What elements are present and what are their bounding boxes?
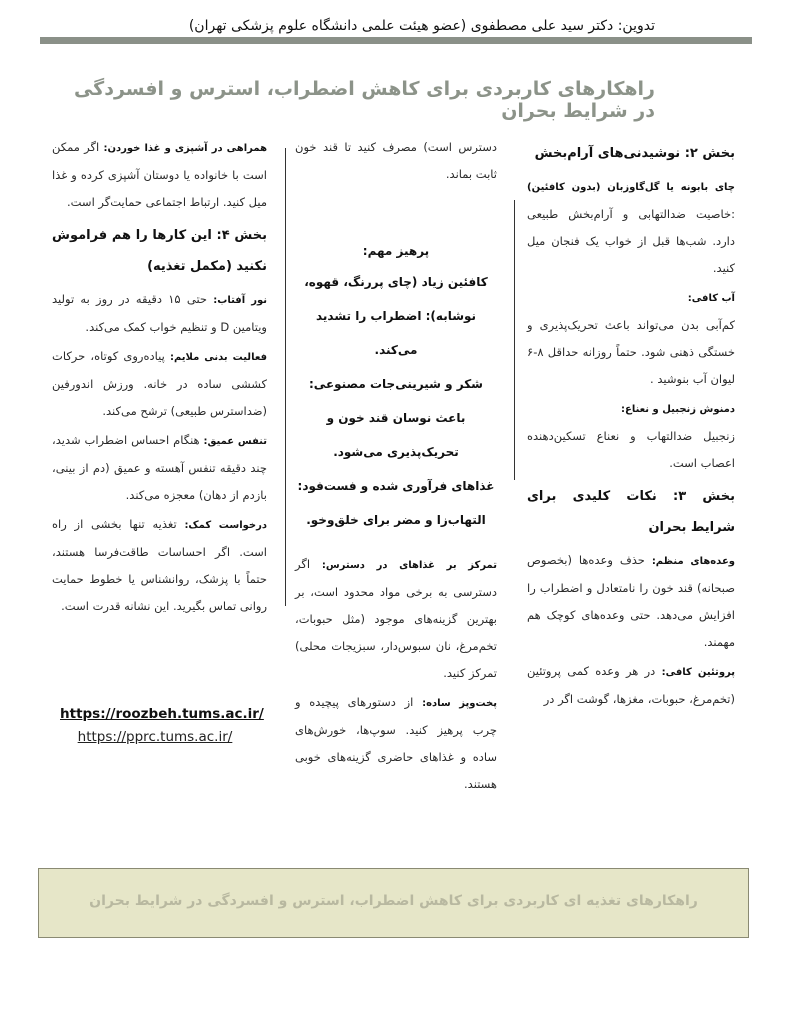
body-text: زنجبیل ضدالتهاب و نعناع تسکین‌دهنده اعصاب است. [527,429,735,470]
column-left [52,134,267,622]
page-title: راهکارهای کاربردی برای کاهش اضطراب، استرس و افسردگی در شرایط بحران [73,78,655,122]
body-text: اگر ممکن است با خانواده یا دوستان آشپزی کرده و غذا میل کنید. ارتباط اجتماعی حمایت‌گر است. [52,140,267,209]
warning-item: کافئین زیاد (چای پررنگ، قهوه، نوشابه): اضطراب را تشدید می‌کند. [304,275,488,357]
column-right [527,134,735,715]
links-block [60,703,264,749]
body-text: تغذیه تنها بخشی از راه است. اگر احساسات طاقت‌فرسا هستند، حتماً با پزشک، روانشناس یا خطوط حمایت روانی تماس بگیرید. این نشانه قدرت است. [52,517,267,613]
term: همراهی در آشپزی و غذا خوردن: [103,143,268,154]
paragraph [527,547,735,656]
section-heading: بخش ۴: این کارها را هم فراموش نکنید (مکمل تغذیه) [52,228,268,274]
header-rule [40,37,752,44]
paragraph [52,343,267,425]
paragraph: دسترس است) مصرف کنید تا قند خون ثابت بماند. [295,140,497,181]
paragraph [295,689,497,798]
body-text: در هر وعده کمی پروتئین (تخم‌مرغ، حبوبات، مغزها، گوشت اگر در [527,664,735,706]
body-text: پیاده‌روی کوتاه، حرکات کششی ساده در خانه. ورزش اندورفین (ضداسترس طبیعی) ترشح می‌کند. [52,349,267,418]
paragraph [295,551,497,687]
paragraph [527,173,735,282]
body-text: حذف وعده‌ها (بخصوص صبحانه) قند خون را نامتعادل و اضطراب را افزایش می‌دهد. حتی وعده‌های کوچک هم مهمند. [527,553,735,649]
warning-item: غذاهای فرآوری شده و فست‌فود: التهاب‌زا و مضر برای خلق‌وخو. [297,479,495,527]
body-text: :خاصیت ضدالتهابی و آرام‌بخش طبیعی دارد. شب‌ها قبل از خواب یک فنجان میل کنید. [527,207,735,275]
term: چای بابونه یا گل‌گاوزبان (بدون کافئین) [527,182,735,193]
term: دمنوش زنجبیل و نعناع: [620,404,735,415]
warning-item: شکر و شیرینی‌جات مصنوعی: باعث نوسان قند خون و تحریک‌پذیری می‌شود. [309,377,483,459]
term: فعالیت بدنی ملایم: [169,352,268,363]
term: نور آفتاب: [213,295,268,306]
header-author: تدوین: دکتر سید علی مصطفوی (عضو هیئت علمی دانشگاه علوم پزشکی تهران) [188,18,655,34]
paragraph [52,511,267,620]
column-divider [514,200,515,480]
body-text: اگر دسترسی به برخی مواد محدود است، بر بهترین گزینه‌های موجود (مثل حبوبات، تخم‌مرغ، نان سبوس‌دار، سبزیجات محلی) تمرکز کنید. [295,557,497,680]
term: تمرکز بر غذاهای در دسترس: [321,560,497,571]
column-divider [285,148,286,606]
body-text: هنگام احساس اضطراب شدید، چند دقیقه تنفس آهسته و عمیق (دم از بینی، بازدم از دهان) معجزه می‌کند. [52,433,267,502]
footer-banner [38,868,749,938]
term: وعده‌های منظم: [651,556,735,567]
link-pprc[interactable]: https://pprc.tums.ac.ir/ [77,729,233,745]
paragraph [52,134,267,216]
term: پخت‌وپز ساده: [422,698,497,709]
body-text: کم‌آبی بدن می‌تواند باعث تحریک‌پذیری و خستگی ذهنی شود. حتماً روزانه حداقل ۸-۶ لیوان آب بنوشید . [527,318,735,386]
term: درخواست کمک: [184,520,267,531]
body-text: حتی ۱۵ دقیقه در روز به تولید ویتامین D و تنظیم خواب کمک می‌کند. [52,292,267,334]
paragraph [527,395,735,477]
paragraph [527,284,735,393]
term: آب کافی: [687,293,735,304]
paragraph [52,427,267,509]
term: پروتئین کافی: [661,667,736,678]
body-text: از دستورهای پیچیده و چرب پرهیز کنید. سوپ‌ها، خورش‌های ساده و غذاهای حاضری گزینه‌های خوبی هستند. [295,695,497,791]
warning-title: پرهیز مهم: [362,244,430,258]
link-roozbeh[interactable]: https://roozbeh.tums.ac.ir/ [60,706,264,722]
section-heading: بخش ۲: نوشیدنی‌های آرام‌بخش [534,146,735,161]
paragraph [527,658,735,713]
term: تنفس عمیق: [203,436,267,447]
section-heading: بخش ۳: نکات کلیدی برای شرایط بحران [527,489,735,535]
footer-text: راهکارهای تغذیه ای کاربردی برای کاهش اضطراب، استرس و افسردگی در شرایط بحران [89,893,698,909]
paragraph [52,286,267,341]
column-middle [295,134,497,800]
